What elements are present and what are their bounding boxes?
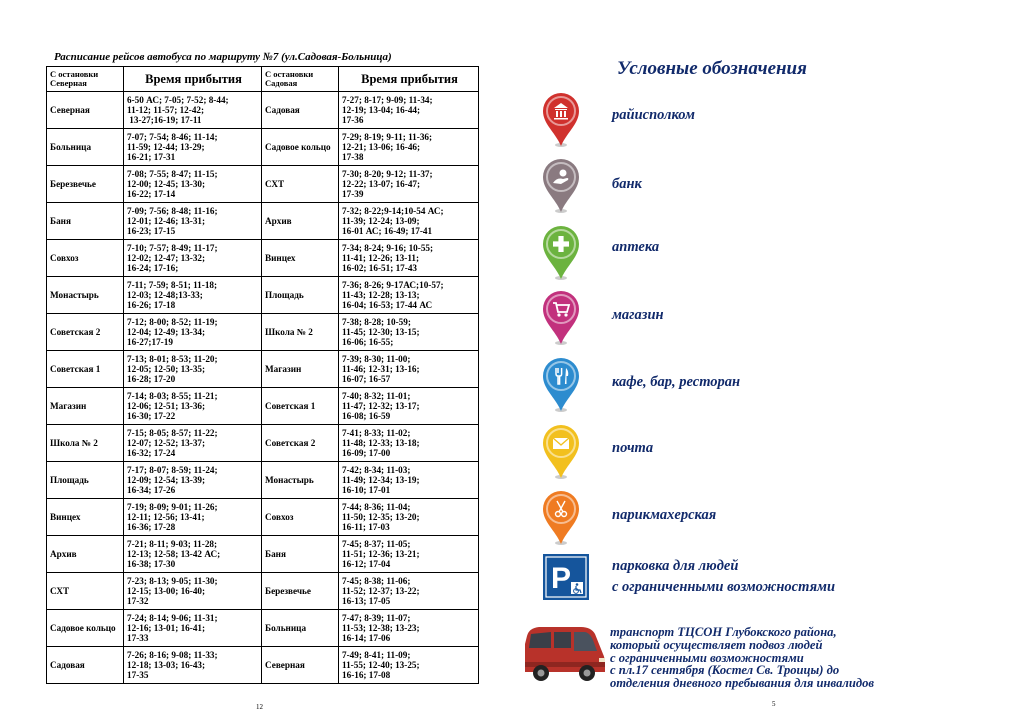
arrival-times-cell [124, 573, 262, 610]
table-header-row [47, 67, 479, 92]
time-line: 7-30; 8-20; 9-12; 11-37; [342, 168, 433, 179]
legend-label-parking-line2: с ограниченными возможностями [612, 579, 836, 595]
table-row [47, 92, 479, 129]
time-line: 11-49; 12-34; 13-19; [342, 474, 420, 485]
arrival-times-cell [339, 203, 479, 240]
time-line: 16-14; 17-06 [342, 633, 391, 644]
transport-line: транспорт ТЦСОН Глубокского района, [610, 625, 837, 639]
stop-name-cell: Советская 1 [262, 388, 339, 425]
arrival-times-cell [339, 425, 479, 462]
arrival-times-cell [339, 573, 479, 610]
header-from-sadovaya: С остановки Садовая [262, 67, 339, 92]
table-row [47, 314, 479, 351]
stop-name-cell: Больница [47, 129, 124, 166]
legend-label: кафе, бар, ресторан [612, 374, 741, 390]
time-line: 17-33 [127, 633, 149, 644]
stop-name-cell: Больница [262, 610, 339, 647]
stop-name-cell: Советская 1 [47, 351, 124, 388]
time-line: 12-16; 13-01; 16-41; [127, 622, 206, 633]
schedule-section [46, 51, 478, 684]
legend-label: парикмахерская [612, 507, 717, 523]
time-line: 11-48; 12-33; 13-18; [342, 437, 420, 448]
header-arrival-left: Время прибытия [124, 67, 262, 92]
time-line: 7-26; 8-16; 9-08; 11-33; [127, 649, 218, 660]
time-line: 16-30; 17-22 [127, 411, 176, 422]
time-line: 16-22; 17-14 [127, 189, 176, 200]
time-line: 16-32; 17-24 [127, 448, 176, 459]
time-line: 12-07; 12-52; 13-37; [127, 437, 206, 448]
arrival-times-cell [339, 647, 479, 684]
time-line: 12-02; 12-47; 13-32; [127, 252, 206, 263]
time-line: 16-34; 17-26 [127, 485, 176, 496]
time-line: 17-39 [342, 189, 364, 200]
stop-name-cell: Советская 2 [262, 425, 339, 462]
time-line: 11-41; 12-26; 13-11; [342, 252, 420, 263]
time-line: 11-43; 12-28; 13-13; [342, 289, 420, 300]
time-line: 11-46; 12-31; 13-16; [342, 363, 420, 374]
time-line: 12-13; 12-58; 13-42 АС; [127, 548, 221, 559]
table-row [47, 166, 479, 203]
time-line: 11-39; 12-24; 13-09; [342, 215, 420, 226]
time-line: 12-05; 12-50; 13-35; [127, 363, 206, 374]
legend-label: аптека [612, 239, 660, 255]
time-line: 16-16; 17-08 [342, 670, 391, 681]
page-number-left: 12 [256, 703, 263, 711]
stop-name-cell: Винцех [47, 499, 124, 536]
time-line: 7-21; 8-11; 9-03; 11-28; [127, 538, 218, 549]
time-line: 11-53; 12-38; 13-23; [342, 622, 420, 633]
time-line: 7-14; 8-03; 8-55; 11-21; [127, 390, 218, 401]
time-line: 7-47; 8-39; 11-07; [342, 612, 411, 623]
minibus-icon [521, 618, 607, 686]
time-line: 12-06; 12-51; 13-36; [127, 400, 206, 411]
envelope-icon [541, 424, 581, 480]
stop-name-cell: Совхоз [262, 499, 339, 536]
time-line: 7-44; 8-36; 11-04; [342, 501, 411, 512]
legend-label: магазин [612, 307, 664, 323]
fork-knife-icon [541, 357, 581, 413]
time-line: 17-38 [342, 152, 364, 163]
legend-title: Условные обозначения [617, 58, 807, 79]
time-line: 12-00; 12-45; 13-30; [127, 178, 206, 189]
time-line: 16-26; 17-18 [127, 300, 176, 311]
time-line: 7-38; 8-28; 10-59; [342, 316, 411, 327]
header-from-north: С остановки Северная [47, 67, 124, 92]
time-line: 11-12; 11-57; 12-42; [127, 104, 205, 115]
transport-line: с пл.17 сентября (Костел Св. Троицы) до [610, 663, 840, 678]
stop-name-cell: Березвечье [262, 573, 339, 610]
time-line: 16-38; 17-30 [127, 559, 176, 570]
time-line: 16-02; 16-51; 17-43 [342, 263, 418, 274]
time-line: 12-18; 13-03; 16-43; [127, 659, 206, 670]
stop-name-cell: Березвечье [47, 166, 124, 203]
time-line: 7-34; 8-24; 9-16; 10-55; [342, 242, 434, 253]
arrival-times-cell [124, 499, 262, 536]
stop-name-cell: Садовое кольцо [47, 610, 124, 647]
header-arrival-right: Время прибытия [339, 67, 479, 92]
time-line: 7-13; 8-01; 8-53; 11-20; [127, 353, 218, 364]
time-line: 7-15; 8-05; 8-57; 11-22; [127, 427, 218, 438]
table-row [47, 129, 479, 166]
arrival-times-cell [124, 166, 262, 203]
time-line: 7-23; 8-13; 9-05; 11-30; [127, 575, 218, 586]
arrival-times-cell [124, 314, 262, 351]
arrival-times-cell [124, 388, 262, 425]
arrival-times-cell [124, 351, 262, 388]
arrival-times-cell [339, 129, 479, 166]
bank-hand-coin-icon [541, 158, 581, 214]
arrival-times-cell [124, 129, 262, 166]
arrival-times-cell [339, 277, 479, 314]
time-line: 16-12; 17-04 [342, 559, 391, 570]
time-line: 16-01 АС; 16-49; 17-41 [342, 226, 433, 237]
arrival-times-cell [124, 92, 262, 129]
time-line: 17-36 [342, 115, 364, 126]
time-line: 7-11; 7-59; 8-51; 11-18; [127, 279, 218, 290]
table-row [47, 573, 479, 610]
time-line: 17-32 [127, 596, 149, 607]
table-row [47, 203, 479, 240]
stop-name-cell: СХТ [262, 166, 339, 203]
stop-name-cell: Монастырь [47, 277, 124, 314]
stop-name-cell: Северная [47, 92, 124, 129]
table-row [47, 499, 479, 536]
page-number-right: 5 [772, 700, 776, 708]
arrival-times-cell [339, 92, 479, 129]
parking-wheelchair-icon [543, 554, 589, 600]
time-line: 11-55; 12-40; 13-25; [342, 659, 420, 670]
time-line: 7-09; 7-56; 8-48; 11-16; [127, 205, 218, 216]
time-line: 11-45; 12-30; 13-15; [342, 326, 420, 337]
schedule-title: Расписание рейсов автобуса по маршруту №7 (ул.Садовая-Больница) [54, 51, 392, 63]
transport-line: который осуществляет подвоз людей [610, 637, 823, 652]
stop-name-cell: Северная [262, 647, 339, 684]
time-line: 12-03; 12-48;13-33; [127, 289, 203, 300]
stop-name-cell: Магазин [47, 388, 124, 425]
time-line: 11-50; 12-35; 13-20; [342, 511, 420, 522]
arrival-times-cell [339, 499, 479, 536]
time-line: 16-08; 16-59 [342, 411, 391, 422]
transport-line: с ограниченными возможностями [610, 650, 804, 665]
time-line: 7-45; 8-38; 11-06; [342, 575, 411, 586]
table-row [47, 647, 479, 684]
time-line: 7-12; 8-00; 8-52; 11-19; [127, 316, 218, 327]
arrival-times-cell [339, 314, 479, 351]
table-row [47, 277, 479, 314]
arrival-times-cell [124, 536, 262, 573]
arrival-times-cell [124, 240, 262, 277]
arrival-times-cell [339, 536, 479, 573]
transport-line: отделения дневного пребывания для инвалидов [610, 676, 875, 691]
stop-name-cell: Школа № 2 [47, 425, 124, 462]
legend-label: райисполком [612, 107, 695, 123]
time-line: 7-24; 8-14; 9-06; 11-31; [127, 612, 218, 623]
legend-label: банк [612, 176, 642, 192]
arrival-times-cell [339, 351, 479, 388]
time-line: 7-27; 8-17; 9-09; 11-34; [342, 94, 433, 105]
time-line: 16-24; 17-16; [127, 263, 179, 274]
time-line: 16-36; 17-28 [127, 522, 176, 533]
table-row [47, 425, 479, 462]
time-line: 6-50 АС; 7-05; 7-52; 8-44; [127, 94, 229, 105]
time-line: 16-13; 17-05 [342, 596, 391, 607]
time-line: 16-23; 17-15 [127, 226, 176, 237]
table-row [47, 462, 479, 499]
arrival-times-cell [124, 647, 262, 684]
scissors-comb-icon [541, 490, 581, 546]
time-line: 7-40; 8-32; 11-01; [342, 390, 411, 401]
stop-name-cell: Садовая [47, 647, 124, 684]
time-line: 7-32; 8-22;9-14;10-54 АС; [342, 205, 444, 216]
pharmacy-cross-icon [541, 225, 581, 281]
time-line: 16-11; 17-03 [342, 522, 390, 533]
time-line: 16-27;17-19 [127, 337, 173, 348]
time-line: 7-08; 7-55; 8-47; 11-15; [127, 168, 218, 179]
arrival-times-cell [124, 610, 262, 647]
time-line: 12-19; 13-04; 16-44; [342, 104, 421, 115]
arrival-times-cell [124, 203, 262, 240]
government-building-icon [541, 92, 581, 148]
stop-name-cell: Архив [47, 536, 124, 573]
time-line: 16-21; 17-31 [127, 152, 176, 163]
time-line: 17-35 [127, 670, 149, 681]
time-line: 7-19; 8-09; 9-01; 11-26; [127, 501, 218, 512]
time-line: 7-29; 8-19; 9-11; 11-36; [342, 131, 433, 142]
time-line: 12-09; 12-54; 13-39; [127, 474, 206, 485]
arrival-times-cell [339, 166, 479, 203]
time-line: 7-17; 8-07; 8-59; 11-24; [127, 464, 218, 475]
stop-name-cell: Архив [262, 203, 339, 240]
arrival-times-cell [124, 462, 262, 499]
time-line: 16-09; 17-00 [342, 448, 391, 459]
table-row [47, 240, 479, 277]
time-line: 12-01; 12-46; 13-31; [127, 215, 206, 226]
arrival-times-cell [339, 462, 479, 499]
time-line: 16-06; 16-55; [342, 337, 394, 348]
table-row [47, 536, 479, 573]
stop-name-cell: Совхоз [47, 240, 124, 277]
time-line: 7-45; 8-37; 11-05; [342, 538, 411, 549]
time-line: 16-04; 16-53; 17-44 АС [342, 300, 433, 311]
time-line: 7-39; 8-30; 11-00; [342, 353, 411, 364]
time-line: 12-15; 13-00; 16-40; [127, 585, 206, 596]
stop-name-cell: Советская 2 [47, 314, 124, 351]
stop-name-cell: Садовая [262, 92, 339, 129]
arrival-times-cell [339, 240, 479, 277]
time-line: 12-22; 13-07; 16-47; [342, 178, 421, 189]
schedule-table [46, 66, 479, 684]
arrival-times-cell [124, 277, 262, 314]
parking-letter: P [551, 562, 572, 595]
time-line: 11-51; 12-36; 13-21; [342, 548, 420, 559]
stop-name-cell: Площадь [47, 462, 124, 499]
time-line: 11-59; 12-44; 13-29; [127, 141, 205, 152]
legend-label: почта [612, 440, 654, 456]
shopping-cart-icon [541, 290, 581, 346]
table-row [47, 388, 479, 425]
stop-name-cell: Баня [47, 203, 124, 240]
time-line: 7-10; 7-57; 8-49; 11-17; [127, 242, 218, 253]
stop-name-cell: СХТ [47, 573, 124, 610]
time-line: 7-07; 7-54; 8-46; 11-14; [127, 131, 218, 142]
stop-name-cell: Садовое кольцо [262, 129, 339, 166]
stop-name-cell: Площадь [262, 277, 339, 314]
time-line: 12-04; 12-49; 13-34; [127, 326, 206, 337]
time-line: 12-21; 13-06; 16-46; [342, 141, 421, 152]
table-row [47, 351, 479, 388]
transport-description [610, 626, 990, 690]
time-line: 7-42; 8-34; 11-03; [342, 464, 411, 475]
time-line: 16-10; 17-01 [342, 485, 391, 496]
time-line: 11-52; 12-37; 13-22; [342, 585, 420, 596]
legend-label-parking-line1: парковка для людей [612, 558, 739, 574]
arrival-times-cell [124, 425, 262, 462]
arrival-times-cell [339, 610, 479, 647]
time-line: 7-49; 8-41; 11-09; [342, 649, 411, 660]
time-line: 16-07; 16-57 [342, 374, 391, 385]
stop-name-cell: Магазин [262, 351, 339, 388]
time-line: 11-47; 12-32; 13-17; [342, 400, 420, 411]
stop-name-cell: Монастырь [262, 462, 339, 499]
time-line: 7-36; 8-26; 9-17АС;10-57; [342, 279, 444, 290]
stop-name-cell: Школа № 2 [262, 314, 339, 351]
stop-name-cell: Винцех [262, 240, 339, 277]
stop-name-cell: Баня [262, 536, 339, 573]
arrival-times-cell [339, 388, 479, 425]
time-line: 12-11; 12-56; 13-41; [127, 511, 205, 522]
table-row [47, 610, 479, 647]
time-line: 13-27;16-19; 17-11 [127, 115, 202, 126]
time-line: 16-28; 17-20 [127, 374, 176, 385]
time-line: 7-41; 8-33; 11-02; [342, 427, 411, 438]
